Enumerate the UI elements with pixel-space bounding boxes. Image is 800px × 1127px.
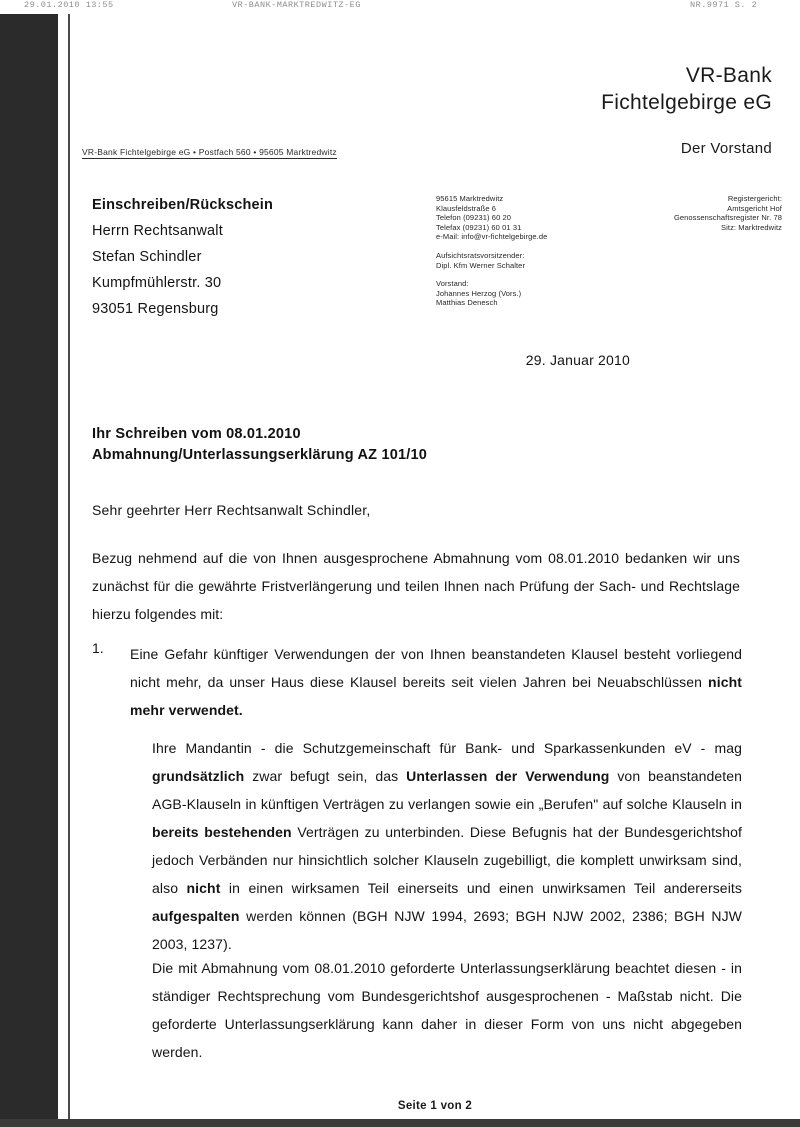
contact-fax: Telefax (09231) 60 01 31 bbox=[436, 222, 522, 232]
board-label: Der Vorstand bbox=[680, 140, 772, 157]
sender-return-address: VR-Bank Fichtelgebirge eG • Postfach 560 • 95605 Marktredwitz bbox=[82, 147, 337, 157]
recipient-delivery-method: Einschreiben/Rückschein bbox=[92, 197, 274, 213]
registry-number: Genossenschaftsregister Nr. 78 bbox=[673, 213, 782, 223]
fax-header-strip bbox=[0, 0, 800, 14]
item-text-plain: Eine Gefahr künftiger Verwendungen der von Ihnen beanstandeten Klausel besteht vorliegend nicht mehr, da unser Haus diese Klausel bereits seit vielen Jahren bei Neuabschlüssen bbox=[130, 646, 742, 690]
recipient-address-block bbox=[92, 192, 273, 322]
recipient-line-2: Herrn Rechtsanwalt bbox=[92, 223, 223, 239]
supervisory-board-label: Aufsichtsratsvorsitzender: bbox=[436, 250, 525, 260]
registry-court-label: Registergericht: bbox=[727, 194, 782, 203]
contact-street: Klausfeldstraße 6 bbox=[436, 203, 497, 213]
recipient-city: 93051 Regensburg bbox=[92, 301, 219, 317]
list-item-number: 1. bbox=[92, 640, 104, 656]
body-paragraph-2 bbox=[152, 734, 742, 958]
letter-subject bbox=[92, 424, 427, 466]
p2-bold-bereits: bereits bestehenden bbox=[152, 824, 292, 840]
registry-seat: Sitz: Marktredwitz bbox=[721, 222, 782, 232]
subject-line-1: Ihr Schreiben vom 08.01.2010 bbox=[92, 426, 301, 442]
registry-court-name: Amtsgericht Hof bbox=[727, 203, 782, 213]
scan-edge-bottom bbox=[0, 1119, 800, 1127]
recipient-street: Kumpfmühlerstr. 30 bbox=[92, 275, 222, 291]
scan-edge-shadow bbox=[0, 14, 58, 1127]
contact-phone: Telefon (09231) 60 20 bbox=[436, 213, 512, 223]
scan-edge-gap bbox=[58, 14, 68, 1127]
p2-seg-d: von beanstandeten AGB-Klauseln in künftigen Verträgen zu verlangen sowie ein „Berufen" auf solche Klauseln in bbox=[152, 768, 743, 812]
management-board-name-2: Matthias Denesch bbox=[436, 298, 498, 308]
management-board-name-1: Johannes Herzog (Vors.) bbox=[436, 288, 522, 298]
p2-seg-g: werden können (BGH NJW 1994, 2693; BGH NJW 2002, 2386; BGH NJW 2003, 1237). bbox=[152, 908, 742, 952]
contact-details-block bbox=[436, 194, 547, 308]
letter-date: 29. Januar 2010 bbox=[525, 352, 630, 368]
fax-header-sender: VR-BANK-MARKTREDWITZ-EG bbox=[232, 0, 361, 10]
recipient-name: Stefan Schindler bbox=[92, 249, 202, 265]
p2-bold-unterlassen: Unterlassen der Verwendung bbox=[406, 768, 610, 784]
contact-city: 95615 Marktredwitz bbox=[436, 194, 504, 203]
company-logo-text bbox=[601, 62, 772, 116]
management-board-label: Vorstand: bbox=[436, 279, 469, 289]
item-text-emphasis: nicht mehr verwendet. bbox=[130, 674, 742, 718]
p2-bold-nicht: nicht bbox=[186, 880, 221, 896]
brand-line-1: VR-Bank bbox=[685, 64, 772, 87]
fax-header-page: NR.9971 S. 2 bbox=[690, 0, 758, 10]
contact-spacer-2 bbox=[436, 270, 547, 279]
brand-line-2: Fichtelgebirge eG bbox=[601, 91, 772, 114]
contact-spacer bbox=[436, 242, 547, 251]
document-page bbox=[70, 14, 800, 1119]
p2-seg-c: zwar befugt sein, das bbox=[244, 768, 407, 784]
supervisory-board-name: Dipl. Kfm Werner Schalter bbox=[436, 260, 526, 270]
list-item-paragraph bbox=[130, 640, 742, 724]
p2-seg-e: Verträgen zu unterbinden. Diese Befugnis hat der Bundesgerichtshof jedoch Verbänden nur hinsichtlich solcher Klauseln zugebilligt, die komplett unwirksam sind, also bbox=[152, 824, 742, 896]
page-footer: Seite 1 von 2 bbox=[397, 1100, 473, 1112]
p2-seg-a: Ihre Mandantin - die Schutzgemeinschaft für Bank- und Sparkassenkunden eV - mag bbox=[152, 740, 742, 756]
p2-bold-aufgespalten: aufgespalten bbox=[152, 908, 240, 924]
body-paragraph-3: Die mit Abmahnung vom 08.01.2010 geforderte Unterlassungserklärung beachtet diesen - in ständiger Rechtsprechung vom Bundesgerichtshof ausgesprochenen - Maßstab nicht. Die geforderte Unterlassungserklärung kann daher in dieser Form von uns nicht abgegeben werden. bbox=[152, 960, 742, 1060]
salutation: Sehr geehrter Herr Rechtsanwalt Schindler, bbox=[92, 502, 371, 518]
fax-header-timestamp: 29.01.2010 13:55 bbox=[24, 0, 114, 10]
contact-email: e-Mail: info@vr-fichtelgebirge.de bbox=[436, 232, 548, 242]
p2-bold-grundsaetzlich: grundsätzlich bbox=[152, 768, 245, 784]
subject-line-2: Abmahnung/Unterlassungserklärung AZ 101/10 bbox=[92, 447, 427, 463]
p2-seg-f: in einen wirksamen Teil einerseits und einen unwirksamen Teil andererseits bbox=[220, 880, 742, 896]
intro-paragraph: Bezug nehmend auf die von Ihnen ausgesprochene Abmahnung vom 08.01.2010 bedanken wir uns zunächst für die gewährte Fristverlängerung und teilen Ihnen nach Prüfung der Sach- und Rechtslage hierzu folgendes mit: bbox=[92, 550, 740, 622]
registry-details-block bbox=[564, 194, 782, 232]
